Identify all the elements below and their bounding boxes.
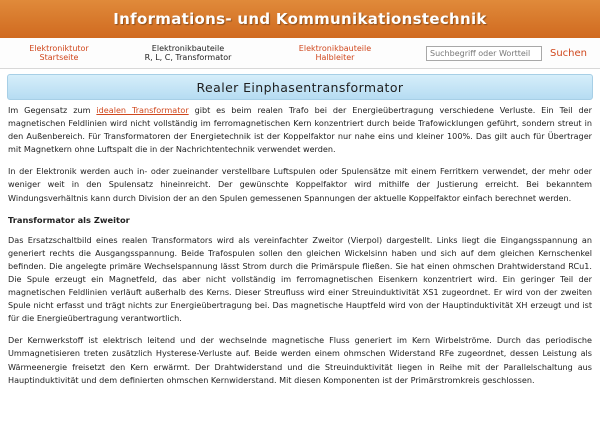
nav-link-line2: Halbleiter (315, 53, 355, 62)
paragraph-kernwerkstoff: Der Kernwerkstoff ist elektrisch leitend und der wechselnde magnetische Fluss generiert im Kern Wirbelströme. Durch das periodische Ummagnetisieren treten zusätzlich Hysterese-Verluste auf. Beide werden einem ohmschen Widerstand RFe zugeordnet, dessen Leistung als Wärmeenergie freisetzt den Kern erwärmt. Der Drahtwiderstand und die Streuinduktivität liegen in Reihe mit der Parallelschaltung aus Hauptinduktivität und dem definierten ohmschen Kernwiderstand. Mit diesen Komponenten ist der Primärstromkreis geschlossen. (8, 335, 592, 385)
paragraph-intro (8, 104, 592, 156)
search-button[interactable]: Suchen (550, 47, 588, 59)
paragraph-text: Im Gegensatz zum (8, 105, 97, 115)
paragraph-elektronik: In der Elektronik werden auch in- oder zueinander verstellbare Luftspulen oder Spulensätze mit einem Ferritkern verwendet, der mehr oder weniger weit in den Spulensatz hineinreicht. Der gewünschte Koppelfaktor wird mithilfe der Justierung erreicht. Bei bekanntem Windungsverhältnis kann durch Division der an den Spulen gemessenen Spannungen der aktuelle Koppelfaktor einfach berechnet werden. (8, 166, 592, 203)
nav-link-halbleiter[interactable] (258, 44, 412, 62)
paragraph-text: gibt es beim realen Trafo bei der Energieübertragung verschiedene Verluste. Ein Teil der magnetischen Feldlinien wird nicht vollständig im ferromagnetischen Kern konzentriert durch beide Trafowicklungen geführt, sondern streut in den Außenbereich. Für Transformatoren der Energietechnik ist der Koppelfaktor nur nahe eins und kleiner 100%. Das gilt auch für Übertrager mit Magnetkern ohne Luftspalt die in der Nachrichtentechnik verwendet werden. (8, 105, 592, 155)
nav-item-current-rlc (118, 44, 258, 62)
page-title: Realer Einphasentransformator (196, 79, 404, 95)
paragraph-ersatzschaltbild: Das Ersatzschaltbild eines realen Transformators wird als vereinfachter Zweitor (Vierpol) dargestellt. Links liegt die Eingangsspannung an generiert rechts die Ausgangsspannung. Beide Trafospulen sollen den gleichen Wickelsinn haben und sich auf dem gleichen Kernschenkel befinden. Die angelegte primäre Wechselspannung lässt Strom durch die Primärspule fließen. Sie hat einen ohmschen Drahtwiderstand RCu1. Die Spule erzeugt ein Magnetfeld, das aber nicht vollständig im ferromagnetischen Eisenkern konzentriert wird. Ein geringer Teil der magnetischen Feldlinien verläuft außerhalb des Kerns. Dieser Streufluss wird einer Streuinduktivität XS1 zugeordnet. Er wird von der zweiten Spule nicht erfasst und trägt nichts zur Energieübertragung bei. Das magnetische Hauptfeld wird von der Hauptinduktivität XH erzeugt und ist für die Energieübertragung verantwortlich. (8, 234, 592, 324)
page-title-bar (7, 74, 593, 100)
nav-current-line2: R, L, C, Transformator (144, 53, 232, 62)
nav-link-line1: Elektroniktutor (29, 44, 89, 53)
nav-link-line2: Startseite (39, 53, 79, 62)
nav-link-startseite[interactable] (0, 44, 118, 62)
site-title: Informations- und Kommunikationstechnik (113, 10, 487, 28)
site-header-banner (0, 0, 600, 38)
link-idealer-transformator[interactable]: idealen Transformator (96, 105, 189, 115)
nav-current-line1: Elektronikbauteile (151, 44, 225, 53)
nav-link-line1: Elektronikbauteile (298, 44, 372, 53)
section-heading-zweitor: Transformator als Zweitor (8, 214, 130, 225)
search-input[interactable] (426, 46, 542, 61)
top-navigation (0, 38, 600, 69)
article-content (0, 100, 600, 387)
